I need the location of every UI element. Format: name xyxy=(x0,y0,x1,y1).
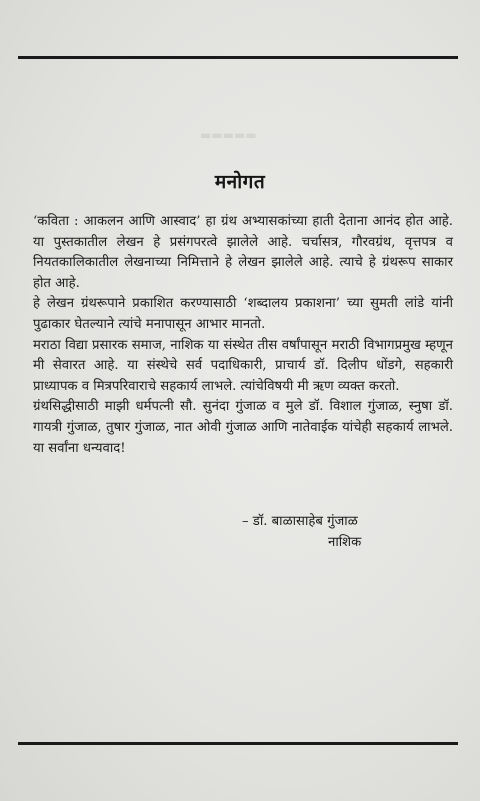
paragraph-1: ‘कविता : आकलन आणि आस्वाद’ हा ग्रंथ अभ्यासकांच्या हाती देताना आनंद होत आहे. या पुस्तकातील लेखन हे प्रसंगपरत्वे झालेले आहे. चर्चासत्र, गौरवग्रंथ, वृत्तपत्र व नियतकालिकातील लेखनाच्या निमित्ताने हे लेखन झालेले आहे. त्याचे हे ग्रंथरूप साकार होत आहे. xyxy=(33,214,453,291)
preface-body xyxy=(33,212,453,459)
page-title: मनोगत xyxy=(214,171,266,193)
paragraph-4: ग्रंथसिद्धीसाठी माझी धर्मपत्नी सौ. सुनंदा गुंजाळ व मुले डॉ. विशाल गुंजाळ, स्नुषा डॉ. गायत्री गुंजाळ, तुषार गुंजाळ, नात ओवी गुंजाळ आणि नातेवाईक यांचेही सहकार्य लाभले. या सर्वांना धन्यवाद! xyxy=(33,399,453,456)
signature-block xyxy=(242,511,442,553)
author-name: – डॉ. बाळासाहेब गुंजाळ xyxy=(242,514,358,529)
paragraph-3: मराठा विद्या प्रसारक समाज, नाशिक या संस्थेत तीस वर्षांपासून मराठी विभागप्रमुख म्हणून मी सेवारत आहे. या संस्थेचे सर्व पदाधिकारी, प्राचार्य डॉ. दिलीप धोंडगे, सहकारी प्राध्यापक व मित्रपरिवाराचे सहकार्य लाभले. त्यांचेविषयी मी ऋण व्यक्त करतो. xyxy=(33,337,453,394)
author-place: नाशिक xyxy=(328,535,362,550)
bottom-rule xyxy=(18,742,458,745)
paragraph-2: हे लेखन ग्रंथरूपाने प्रकाशित करण्यासाठी ‘शब्दालय प्रकाशना’ च्या सुमती लांडे यांनी पुढाकार घेतल्याने त्यांचे मनापासून आभार मानतो. xyxy=(33,296,453,332)
bleed-through-text: ▬▬▬▬▬ xyxy=(200,128,257,142)
top-rule xyxy=(18,56,458,59)
